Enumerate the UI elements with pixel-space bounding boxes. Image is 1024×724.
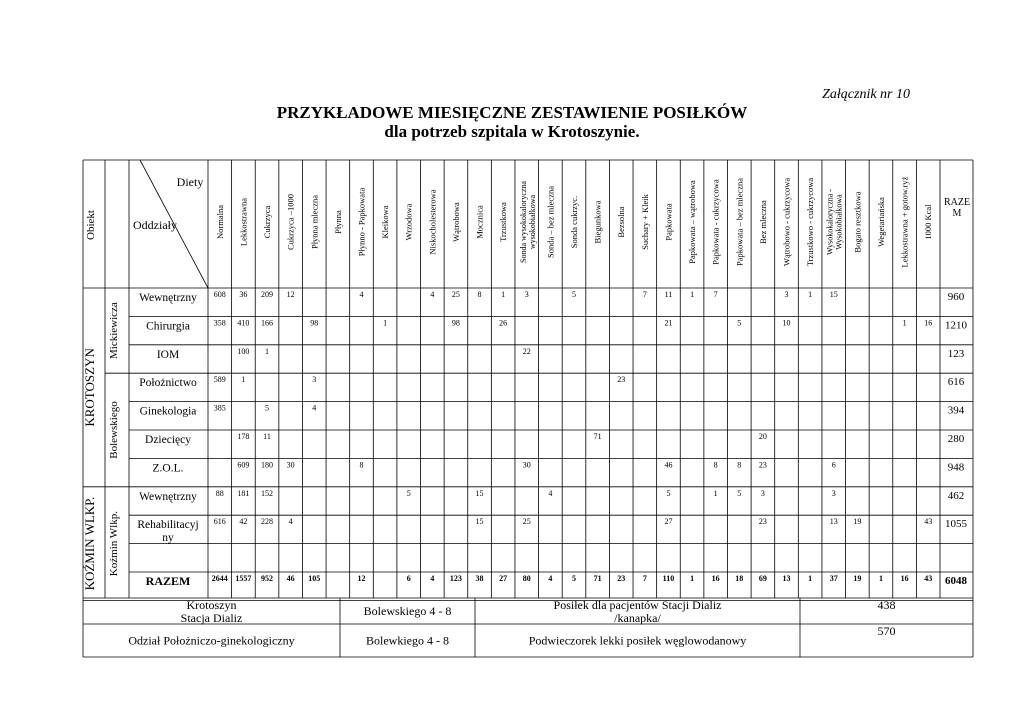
meal-count-cell: 23	[758, 460, 767, 470]
diet-header: Wegetariańska	[875, 197, 886, 247]
meal-count-cell: 1	[501, 290, 506, 299]
department-label: Z.O.L.	[152, 462, 184, 475]
meal-count-cell: 152	[261, 488, 274, 498]
meal-count-cell: 30	[286, 460, 295, 470]
meal-count-cell: 23	[758, 517, 767, 527]
meal-count-cell: 11	[263, 432, 271, 441]
footer-location: Stacja Dializ	[180, 611, 243, 625]
meal-count-cell: 30	[522, 460, 531, 470]
obiekt-header: Obiekt	[85, 210, 97, 240]
department-label: RAZEM	[145, 574, 191, 588]
razem-header: RAZE	[943, 197, 971, 208]
meal-count-cell: 4	[430, 574, 435, 583]
diet-header: Lekkostrawna	[238, 197, 249, 247]
department-label: Ginekologia	[139, 405, 197, 418]
meal-count-cell: 36	[239, 290, 248, 299]
row-total: 280	[947, 433, 965, 445]
diet-header: Płynna	[332, 210, 343, 234]
meal-count-cell: 1	[808, 290, 813, 299]
row-total: 1210	[945, 319, 967, 332]
meal-count-cell: 23	[617, 375, 626, 385]
footer-location: Odział Położniczo-ginekologiczny	[128, 633, 295, 648]
location-label: Bolewskiego	[108, 401, 120, 459]
diet-header: Lekkostrawna + gotow.ryż	[899, 176, 910, 268]
row-total: 960	[947, 291, 965, 303]
meal-count-cell: 3	[784, 290, 789, 299]
meal-count-cell: 8	[477, 290, 482, 299]
meal-count-cell: 71	[593, 432, 602, 441]
department-label: ny	[162, 532, 174, 545]
meal-count-cell: 42	[239, 517, 248, 527]
meal-count-cell: 15	[829, 290, 838, 299]
footer-address: Bolewskiego 4 - 8	[363, 604, 452, 618]
footer-description: Podwieczorek lekki posiłek węglowodanowy	[528, 633, 747, 648]
diet-header: Cukrzyca	[262, 205, 273, 239]
meal-count-cell: 385	[213, 403, 226, 413]
meal-count-cell: 22	[522, 346, 531, 356]
meal-count-cell: 1	[241, 375, 246, 385]
meal-count-cell: 13	[782, 574, 791, 583]
meal-count-cell: 410	[237, 318, 250, 328]
meal-count-cell: 16	[924, 318, 933, 328]
meal-count-cell: 69	[758, 574, 767, 583]
meal-count-cell: 26	[499, 318, 508, 328]
document-subtitle: dla potrzeb szpitala w Krotoszynie.	[384, 122, 640, 141]
meal-count-cell: 5	[666, 488, 671, 498]
meal-count-cell: 37	[829, 574, 838, 583]
meal-count-cell: 10	[782, 318, 791, 328]
meal-count-cell: 15	[475, 488, 484, 498]
meal-count-cell: 19	[853, 517, 862, 527]
diet-header: Mocznica	[474, 205, 485, 239]
annex-label: Załącznik nr 10	[822, 87, 910, 102]
meal-count-cell: 8	[359, 460, 364, 470]
meal-count-cell: 608	[213, 290, 226, 299]
meal-count-cell: 180	[261, 460, 274, 470]
diet-header: Sonda wysokokaloryczna	[518, 181, 528, 263]
department-label: Rehabilitacyj	[137, 519, 199, 532]
meal-count-cell: 8	[713, 460, 718, 470]
diet-header: Wrzodowa	[403, 203, 414, 241]
meal-count-cell: 7	[642, 574, 647, 583]
meal-count-cell: 952	[261, 574, 274, 583]
document-title: PRZYKŁADOWE MIESIĘCZNE ZESTAWIENIE POSIŁKÓW	[276, 103, 748, 122]
meal-count-cell: 358	[213, 318, 226, 328]
meal-count-cell: 1	[902, 318, 907, 328]
footer-total: 438	[877, 598, 896, 612]
meal-count-cell: 88	[215, 488, 224, 498]
meal-count-cell: 1557	[235, 574, 252, 583]
meal-count-cell: 6	[406, 574, 411, 583]
diet-header: Papkowata – bez mleczna	[734, 177, 745, 267]
meal-count-cell: 181	[237, 488, 250, 498]
razem-header: M	[952, 208, 962, 219]
row-total: 616	[947, 376, 965, 389]
department-label: Położnictwo	[139, 377, 197, 390]
meal-count-cell: 16	[900, 574, 909, 583]
row-total: 394	[947, 404, 965, 417]
meal-count-cell: 1	[808, 574, 813, 583]
oddzialy-header: Oddziały	[133, 218, 177, 232]
diet-header: Wątrobowo - cukrzycowa	[781, 177, 792, 267]
meal-count-cell: 5	[737, 488, 742, 498]
meal-count-cell: 13	[829, 517, 838, 527]
location-label: Mickiewicza	[108, 302, 120, 360]
meal-count-cell: 19	[853, 574, 862, 583]
row-total: 6048	[945, 575, 967, 587]
department-label: Dziecięcy	[145, 434, 191, 446]
meal-count-cell: 38	[475, 574, 484, 583]
meal-count-cell: 1	[690, 574, 695, 583]
meal-count-cell: 12	[286, 290, 295, 299]
meal-count-cell: 8	[737, 460, 742, 470]
meal-count-cell: 2644	[211, 574, 228, 583]
location-label: Koźmin Wlkp.	[108, 511, 120, 577]
meal-count-cell: 166	[261, 318, 274, 328]
diet-header: Biegunkowa	[592, 200, 603, 244]
diet-header: Normalna	[214, 205, 225, 239]
diet-header: Płynno - Papkowata	[356, 187, 367, 257]
meal-count-cell: 4	[312, 403, 317, 413]
row-total: 123	[947, 347, 965, 360]
diet-header: wysokobiałkowa	[527, 194, 537, 250]
footer-description: /kanapka/	[614, 611, 661, 625]
meal-count-cell: 46	[286, 574, 295, 583]
meal-count-cell: 1	[383, 318, 388, 328]
diety-header: Diety	[176, 175, 204, 189]
meal-count-cell: 1	[878, 574, 883, 583]
row-total: 948	[947, 461, 965, 474]
row-total: 1055	[945, 518, 967, 531]
diet-header: Wysokokaloryczna -	[825, 189, 835, 255]
diet-header: Cukrzyca –1000	[285, 194, 296, 250]
meal-count-cell: 71	[593, 574, 602, 583]
facility-label: KOŹMIN WLKP.	[82, 496, 97, 591]
meal-count-cell: 5	[572, 290, 576, 299]
facility-label: KROTOSZYN	[82, 348, 97, 427]
department-label: Wewnętrzny	[139, 490, 197, 503]
footer-address: Bolewkiego 4 - 8	[366, 633, 449, 648]
meal-count-cell: 4	[430, 290, 435, 299]
meal-count-cell: 5	[737, 318, 742, 328]
meal-count-cell: 3	[524, 290, 529, 299]
meal-count-cell: 7	[642, 290, 647, 299]
meal-count-cell: 3	[760, 488, 765, 498]
meal-count-cell: 3	[831, 488, 836, 498]
diet-header: Bez mleczna	[757, 200, 768, 244]
meal-count-cell: 23	[617, 574, 626, 583]
diet-header: Papkowata	[663, 203, 674, 241]
footer-description: Posiłek dla pacjentów Stacji Dializ	[553, 598, 722, 612]
meal-count-cell: 27	[664, 517, 673, 527]
row-total: 462	[947, 489, 965, 502]
footer-total: 570	[877, 624, 896, 638]
meal-count-cell: 228	[261, 517, 274, 527]
diet-header: Papkowata - cukrzycowa	[710, 179, 721, 265]
meal-count-cell: 100	[237, 346, 250, 356]
meal-count-cell: 589	[213, 375, 226, 385]
meal-count-cell: 43	[924, 574, 933, 583]
meal-count-cell: 4	[288, 517, 293, 527]
meal-count-cell: 5	[265, 403, 270, 413]
meal-count-cell: 7	[713, 290, 718, 299]
meal-count-cell: 4	[548, 488, 553, 498]
meal-count-cell: 1	[713, 488, 718, 498]
meal-count-cell: 5	[572, 574, 576, 583]
diet-header: Wątrobowa	[450, 202, 461, 242]
diet-header: Kleikowa	[380, 205, 391, 239]
diet-header: Sonda cukrzyc.	[569, 195, 579, 249]
meal-count-cell: 209	[261, 290, 274, 299]
meal-count-cell: 98	[310, 318, 319, 328]
footer-location: Krotoszyn	[186, 598, 237, 612]
meal-count-cell: 25	[451, 290, 460, 299]
diet-header: Płynna mleczna	[309, 194, 320, 250]
meal-count-cell: 20	[758, 432, 767, 441]
department-label: Chirurgia	[146, 320, 190, 333]
meal-count-cell: 4	[359, 290, 364, 299]
meal-count-cell: 4	[548, 574, 553, 583]
meal-count-cell: 110	[662, 574, 675, 583]
department-label: IOM	[156, 348, 180, 361]
meal-count-cell: 1	[265, 346, 270, 356]
meal-count-cell: 21	[664, 318, 673, 328]
diet-header: Trzustkowa	[498, 202, 509, 242]
meal-count-cell: 11	[664, 290, 673, 299]
diet-header: Suchary + Kleik	[639, 194, 650, 250]
meal-count-cell: 105	[308, 574, 321, 583]
diet-header: Wysokobiałkowa	[834, 194, 844, 250]
diet-header: Niskocholesterowa	[427, 189, 438, 255]
meal-count-cell: 18	[735, 574, 744, 583]
meal-count-cell: 6	[831, 460, 836, 470]
meal-count-cell: 98	[451, 318, 460, 328]
meal-count-cell: 12	[357, 574, 366, 583]
diet-header: Bezsolna	[616, 206, 627, 238]
meal-count-cell: 3	[312, 375, 317, 385]
department-label: Wewnętrzny	[139, 292, 197, 304]
diet-header: Bogato resztkowa	[852, 191, 863, 253]
meal-count-cell: 25	[522, 517, 531, 527]
meal-count-cell: 616	[213, 517, 226, 527]
meal-count-cell: 43	[924, 517, 933, 527]
meal-count-cell: 80	[522, 574, 531, 583]
meal-count-cell: 15	[475, 517, 484, 527]
meal-count-cell: 123	[449, 574, 462, 583]
meal-count-cell: 5	[406, 488, 411, 498]
meal-count-cell: 27	[499, 574, 508, 583]
diet-header: Trzustkowo - cukrzycowa	[805, 177, 816, 267]
diet-header: Papkowata – wątrobowa	[687, 180, 698, 264]
meal-count-cell: 16	[711, 574, 720, 583]
meal-count-cell: 609	[237, 460, 250, 470]
meal-count-cell: 178	[237, 432, 250, 441]
diet-header: Sonda – bez mleczna	[545, 186, 556, 258]
diet-header: 1000 Kcal	[923, 204, 934, 240]
meal-count-cell: 46	[664, 460, 673, 470]
meal-count-cell: 1	[690, 290, 695, 299]
